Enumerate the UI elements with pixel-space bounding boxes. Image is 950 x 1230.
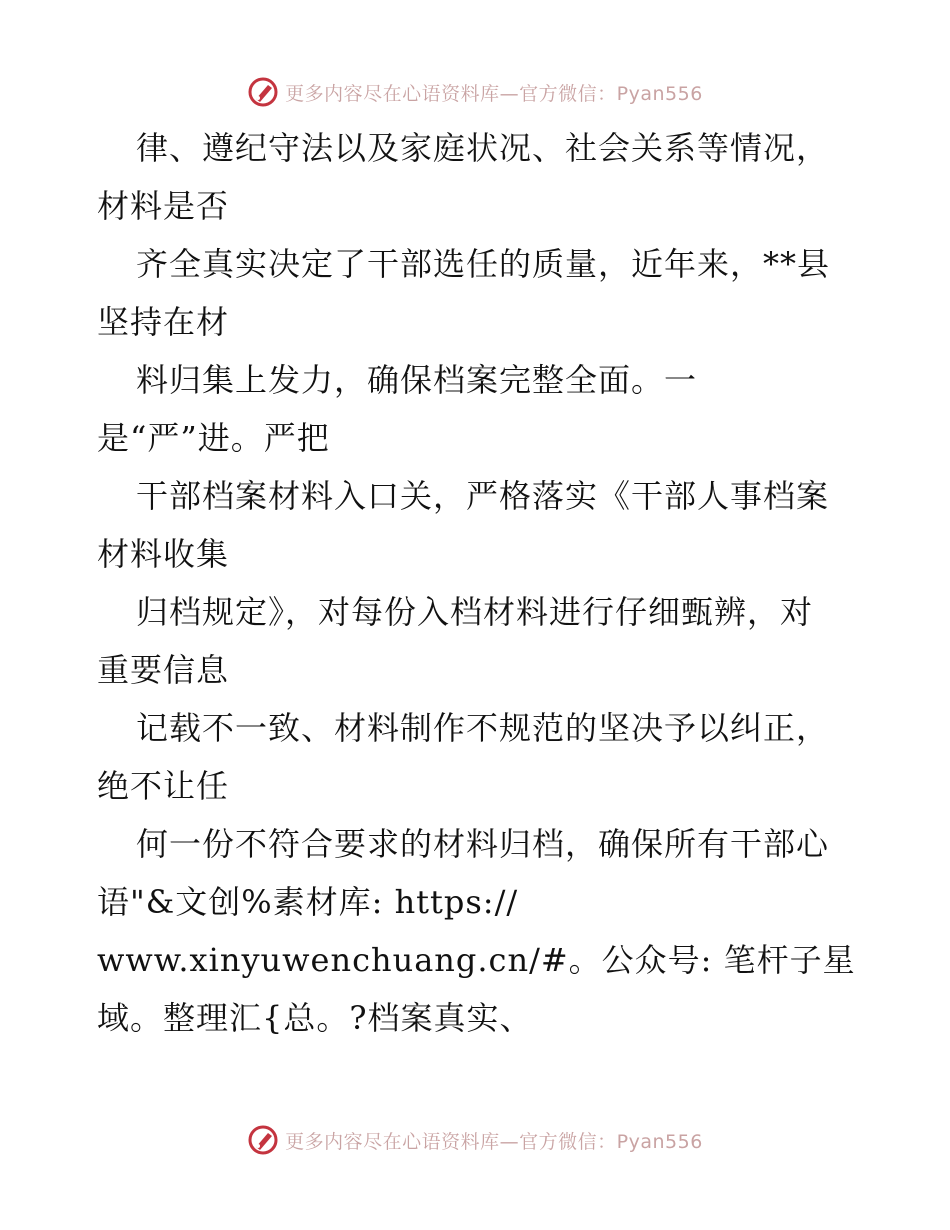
body-line: 料归集上发力，确保档案完整全面。一 [136,361,698,399]
body-line: 坚持在材 [97,303,230,341]
header-banner [0,72,950,112]
body-line: 干部档案材料入口关，严格落实《干部人事档案 [136,477,830,515]
body-line: 重要信息 [97,651,230,689]
body-line: 何一份不符合要求的材料归档，确保所有干部心 [136,825,830,863]
body-line: www.xinyuwenchuang.cn/#。公众号: 笔杆子星 [97,941,856,979]
body-line: 材料是否 [97,187,230,225]
header-banner-text: 更多内容尽在心语资料库—官方微信：Pyan556 [285,82,703,105]
body-line: 绝不让任 [97,767,230,805]
footer-banner-text: 更多内容尽在心语资料库—官方微信：Pyan556 [285,1130,703,1153]
body-line: 记载不一致、材料制作不规范的坚决予以纠正， [136,709,830,747]
body-line: 律、遵纪守法以及家庭状况、社会关系等情况， [136,129,830,167]
body-line: 材料收集 [97,535,230,573]
body-line: 语"&文创%素材库: https:// [97,883,519,921]
pen-circle-logo-icon [247,76,279,108]
body-line: 域。整理汇{总。?档案真实、 [97,999,533,1037]
body-line: 归档规定》，对每份入档材料进行仔细甄辨，对 [136,593,814,631]
pen-circle-logo-icon [247,1124,279,1156]
body-line: 是“严”进。严把 [97,419,330,457]
body-line: 齐全真实决定了干部选任的质量，近年来，**县 [136,245,831,283]
footer-banner [0,1120,950,1160]
